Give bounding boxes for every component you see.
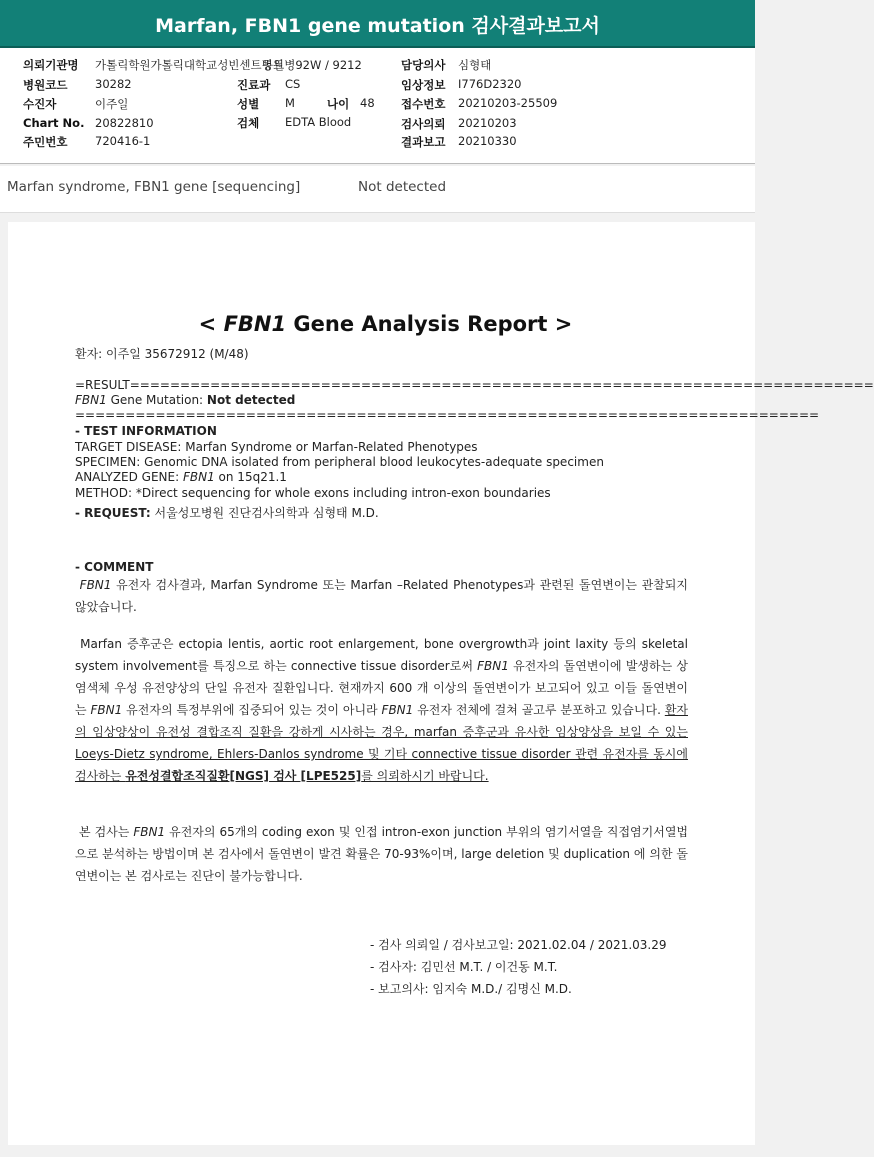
test-info-heading: - TEST INFORMATION <box>75 424 217 438</box>
resident-label: 주민번호 <box>23 135 68 149</box>
specimen-line: SPECIMEN: Genomic DNA isolated from peripheral blood leukocytes-adequate specimen <box>75 455 604 469</box>
separator-line: ========================================================================== <box>75 408 820 422</box>
doctor-label: 담당의사 <box>401 58 446 72</box>
hospital-code-value: 30282 <box>95 77 132 91</box>
signature-physicians: - 보고의사: 임지숙 M.D./ 김명신 M.D. <box>370 982 572 996</box>
patient-label: 수진자 <box>23 97 57 111</box>
age-label: 나이 <box>327 97 350 111</box>
receipt-label: 접수번호 <box>401 97 446 111</box>
request-line: - REQUEST: 서울성모병원 진단검사의학과 심형태 M.D. <box>75 506 379 520</box>
chart-label: Chart No. <box>23 116 85 130</box>
chart-value: 20822810 <box>95 116 154 130</box>
comment-paragraph-3: 본 검사는 FBN1 유전자의 65개의 coding exon 및 인접 intron-exon junction 부위의 염기서열을 직접염기서열법으로 분석하는 방법이며 본 검사에서 돌연변이 발견 확률은 70-93%이며, large deletion 및 duplication 에 의한 돌연변이는 본 검사로는 진단이 불가능합니다. <box>75 825 689 883</box>
institution-value: 가톨릭학원가톨릭대학교성빈센트병원 <box>95 58 284 72</box>
report-document <box>8 222 874 1145</box>
dept-value: CS <box>285 77 301 91</box>
summary-result: Not detected <box>358 179 447 195</box>
resident-value: 720416-1 <box>95 134 151 148</box>
specimen-value: EDTA Blood <box>285 115 352 129</box>
patient-info-panel <box>0 48 755 164</box>
receipt-value: 20210203-25509 <box>458 96 558 110</box>
title-bar <box>0 0 755 48</box>
result-separator: =RESULT========================================================================== <box>75 378 874 392</box>
method-line: METHOD: *Direct sequencing for whole exons including intron-exon boundaries <box>75 486 551 500</box>
specimen-label: 검체 <box>237 116 260 130</box>
report-label: 결과보고 <box>401 135 446 149</box>
mutation-result: FBN1 Gene Mutation: Not detected <box>75 393 296 407</box>
clinical-label: 임상정보 <box>401 78 446 92</box>
comment-paragraph-1: FBN1 유전자 검사결과, Marfan Syndrome 또는 Marfan –Related Phenotypes과 관련된 돌연변이는 관찰되지 않았습니다. <box>75 578 688 614</box>
comment-heading: - COMMENT <box>75 560 154 574</box>
report-value: 20210330 <box>458 134 517 148</box>
request-label: 검사의뢰 <box>401 117 446 131</box>
clinical-value: I776D2320 <box>458 77 522 91</box>
analyzed-gene: ANALYZED GENE: FBN1 on 15q21.1 <box>75 470 287 484</box>
result-summary-row <box>0 166 755 213</box>
sex-value: M <box>285 96 295 110</box>
report-patient-line: 환자: 이주일 35672912 (M/48) <box>75 347 249 361</box>
ward-value: 동트병92W / 9212 <box>262 58 362 72</box>
age-value: 48 <box>360 96 375 110</box>
target-disease: TARGET DISEASE: Marfan Syndrome or Marfan-Related Phenotypes <box>75 440 478 454</box>
signature-testers: - 검사자: 김민선 M.T. / 이건동 M.T. <box>370 960 558 974</box>
summary-test-name: Marfan syndrome, FBN1 gene [sequencing] <box>7 179 301 195</box>
report-title: < FBN1 Gene Analysis Report > <box>198 312 573 336</box>
institution-label: 의뢰기관명 <box>23 58 79 72</box>
page-title: Marfan, FBN1 gene mutation 검사결과보고서 <box>155 15 600 37</box>
patient-value: 이주일 <box>95 97 129 111</box>
sex-label: 성별 <box>237 97 260 111</box>
dept-label: 진료과 <box>237 78 271 92</box>
signature-dates: - 검사 의뢰일 / 검사보고일: 2021.02.04 / 2021.03.29 <box>370 938 667 952</box>
comment-paragraph-2: Marfan 증후군은 ectopia lentis, aortic root enlargement, bone overgrowth과 joint laxity 등의 skeletal system involvement를 특징으로 하는 connective tissue disorder로써 FBN1 유전자의 돌연변이에 발생하는 상염색체 우성 유전양상의 단일 유전자 질환입니다. 현재까지 600 개 이상의 돌연변이가 보고되어 있고 이들 돌연변이는 FBN1 유전자의 특정부위에 집중되어 있는 것이 아니라 FBN1 유전자 전체에 걸쳐 골고루 분포하고 있습니다. 환자의 임상양상이 유전성 결합조직 질환을 강하게 시사하는 경우, marfan 증후군과 유사한 임상양상을 보일 수 있는 Loeys-Dietz syndrome, Ehlers-Danlos syndrome 및 기타 connective tissue disorder 관련 유전자를 동시에 검사하는 유전성결합조직질환[NGS] 검사 [LPE525]를 의뢰하시기 바랍니다. <box>75 637 688 783</box>
doctor-value: 심형태 <box>458 58 492 72</box>
hospital-code-label: 병원코드 <box>23 78 68 92</box>
request-value: 20210203 <box>458 116 517 130</box>
